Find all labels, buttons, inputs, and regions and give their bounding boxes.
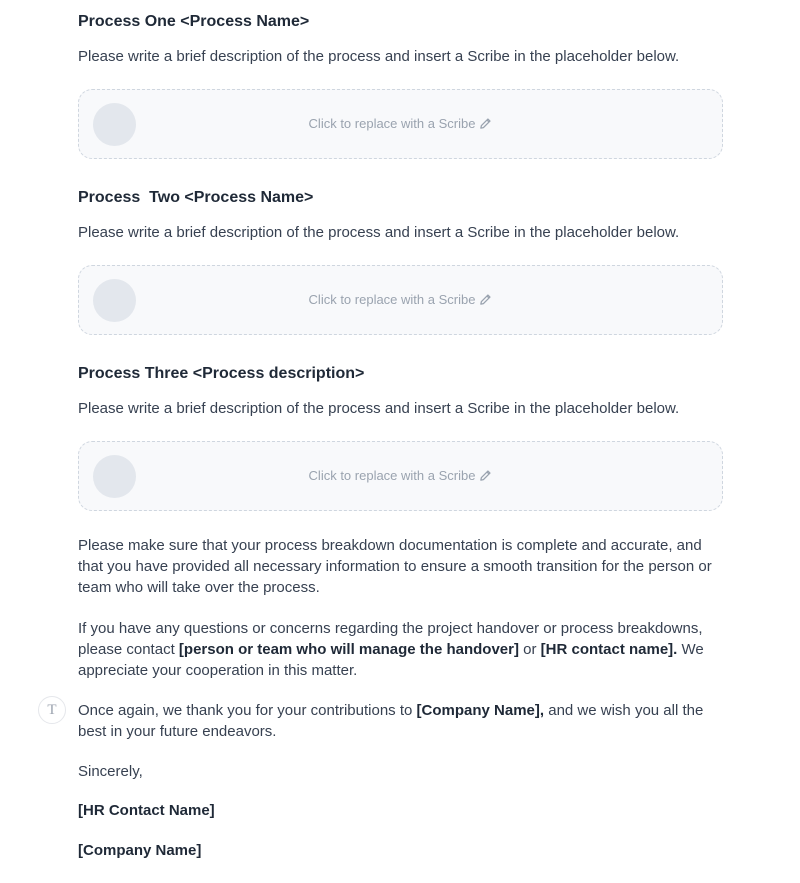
questions-paragraph bbox=[78, 618, 718, 681]
process-three-description: Please write a brief description of the process and insert a Scribe in the placeholder below. bbox=[78, 400, 680, 417]
replace-scribe-label: Click to replace with a Scribe bbox=[308, 468, 476, 483]
questions-or: or bbox=[518, 641, 541, 658]
process-three-heading: Process Three <Process description> bbox=[78, 365, 365, 382]
replace-scribe-link[interactable] bbox=[79, 468, 722, 483]
replace-scribe-link[interactable] bbox=[79, 116, 722, 131]
pencil-icon bbox=[479, 469, 492, 482]
thanks-paragraph bbox=[78, 700, 718, 742]
questions-text: If you have any questions or concerns regarding the project handover or process breakdowns, please contact bbox=[78, 620, 703, 658]
company-name-inline: [Company Name], bbox=[416, 702, 545, 719]
completeness-paragraph: Please make sure that your process breakdown documentation is complete and accurate, and that you have provided all necessary information to ensure a smooth transition for the person or team who will take over the process. bbox=[78, 537, 712, 596]
sign-off: Sincerely, bbox=[78, 763, 143, 780]
process-one-description: Please write a brief description of the process and insert a Scribe in the placeholder below. bbox=[78, 48, 680, 65]
text-type-icon: T bbox=[47, 701, 57, 718]
questions-closing: We appreciate your cooperation in this matter. bbox=[78, 641, 704, 679]
scribe-placeholder-2[interactable] bbox=[78, 265, 723, 335]
handover-contact: [person or team who will manage the handover] bbox=[178, 641, 519, 658]
thanks-text: Once again, we thank you for your contributions to bbox=[78, 702, 417, 719]
process-one-heading: Process One <Process Name> bbox=[78, 13, 310, 30]
text-block-button[interactable] bbox=[38, 696, 66, 724]
scribe-placeholder-1[interactable] bbox=[78, 89, 723, 159]
replace-scribe-label: Click to replace with a Scribe bbox=[308, 116, 476, 131]
process-two-heading: Process Two <Process Name> bbox=[78, 189, 314, 206]
company-signature-text: [Company Name] bbox=[78, 842, 202, 859]
company-signature bbox=[78, 840, 718, 861]
hr-contact-signature-text: [HR Contact Name] bbox=[78, 802, 215, 819]
hr-contact-name: [HR contact name]. bbox=[540, 641, 678, 658]
hr-contact-signature bbox=[78, 800, 718, 821]
process-two-description: Please write a brief description of the process and insert a Scribe in the placeholder below. bbox=[78, 224, 680, 241]
thanks-closing: and we wish you all the best in your future endeavors. bbox=[78, 702, 704, 740]
pencil-icon bbox=[479, 117, 492, 130]
replace-scribe-label: Click to replace with a Scribe bbox=[308, 292, 476, 307]
scribe-placeholder-3[interactable] bbox=[78, 441, 723, 511]
pencil-icon bbox=[479, 293, 492, 306]
replace-scribe-link[interactable] bbox=[79, 292, 722, 307]
